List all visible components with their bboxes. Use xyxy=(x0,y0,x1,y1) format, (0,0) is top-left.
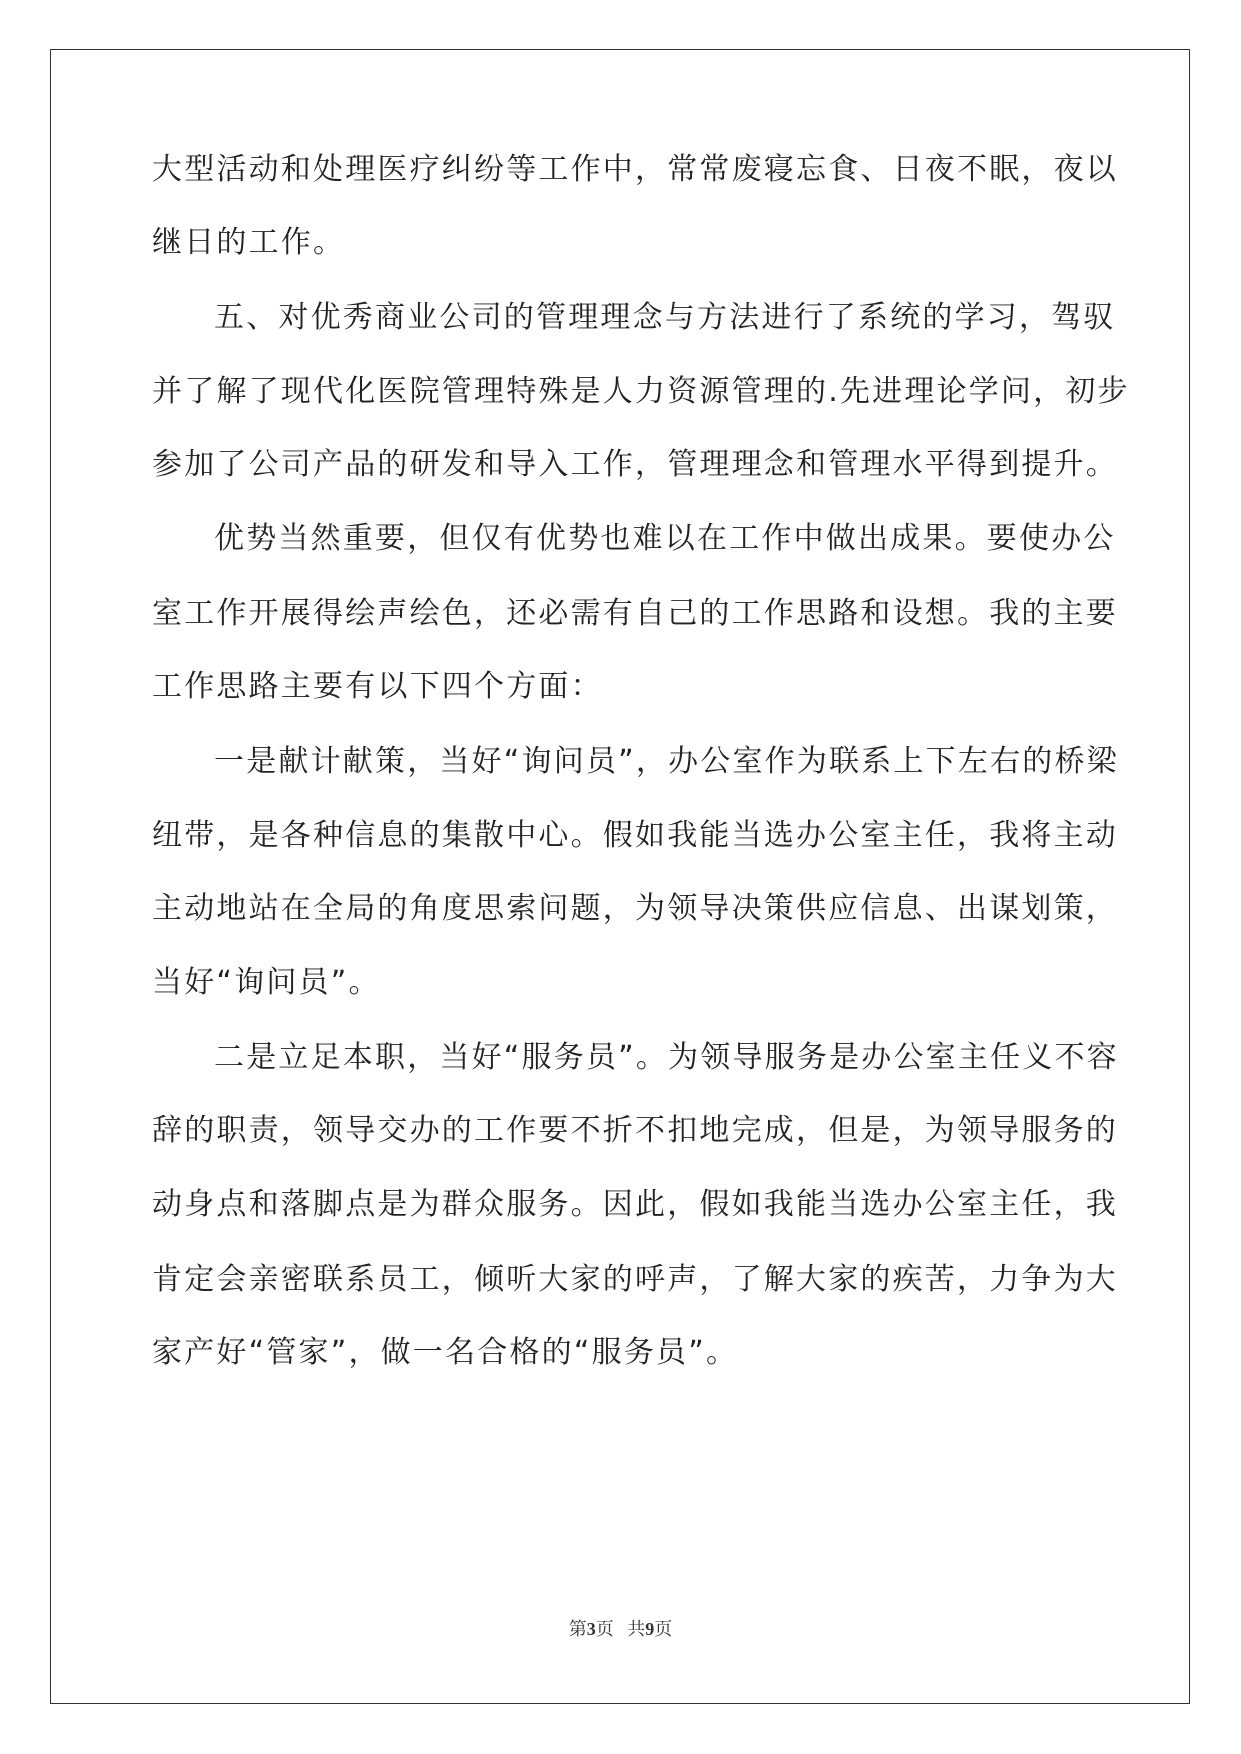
text-line: 家产好“管家”，做一名合格的“服务员”。 xyxy=(152,1335,739,1370)
paragraph-start-line: 五、对优秀商业公司的管理理念与方法进行了系统的学习，驾驭 xyxy=(214,300,1116,335)
text-line: 室工作开展得绘声绘色，还必需有自己的工作思路和设想。我的主要 xyxy=(152,596,1118,631)
text-line: 肯定会亲密联系员工，倾听大家的呼声，了解大家的疾苦，力争为大 xyxy=(152,1262,1118,1297)
text-line: 主动地站在全局的角度思索问题，为领导决策供应信息、出谋划策， xyxy=(152,891,1118,926)
text-line: 参加了公司产品的研发和导入工作，管理理念和管理水平得到提升。 xyxy=(152,447,1118,482)
text-line: 并了解了现代化医院管理特殊是人力资源管理的.先进理论学问，初步 xyxy=(152,374,1130,409)
text-line: 辞的职责，领导交办的工作要不折不扣地完成，但是，为领导服务的 xyxy=(152,1113,1118,1148)
paragraph-start-line: 二是立足本职，当好“服务员”。为领导服务是办公室主任义不容 xyxy=(214,1040,1119,1075)
text-line: 动身点和落脚点是为群众服务。因此，假如我能当选办公室主任，我 xyxy=(152,1187,1118,1222)
current-page-number: 3 xyxy=(586,1619,596,1639)
text-line: 继日的工作。 xyxy=(152,225,346,260)
footer-prefix: 第 xyxy=(568,1619,587,1639)
text-line: 工作思路主要有以下四个方面： xyxy=(152,669,603,704)
paragraph-start-line: 优势当然重要，但仅有优势也难以在工作中做出成果。要使办公 xyxy=(214,521,1116,556)
footer-separator: 页 共 xyxy=(595,1619,646,1639)
text-line: 大型活动和处理医疗纠纷等工作中，常常废寝忘食、日夜不眠，夜以 xyxy=(152,152,1118,187)
text-line: 当好“询问员”。 xyxy=(152,965,381,1000)
paragraph-start-line: 一是献计献策，当好“询问员”，办公室作为联系上下左右的桥梁 xyxy=(214,744,1119,779)
text-line: 纽带，是各种信息的集散中心。假如我能当选办公室主任，我将主动 xyxy=(152,818,1118,853)
page-footer xyxy=(0,1615,1241,1641)
footer-suffix: 页 xyxy=(654,1619,673,1639)
total-page-number: 9 xyxy=(645,1619,655,1639)
